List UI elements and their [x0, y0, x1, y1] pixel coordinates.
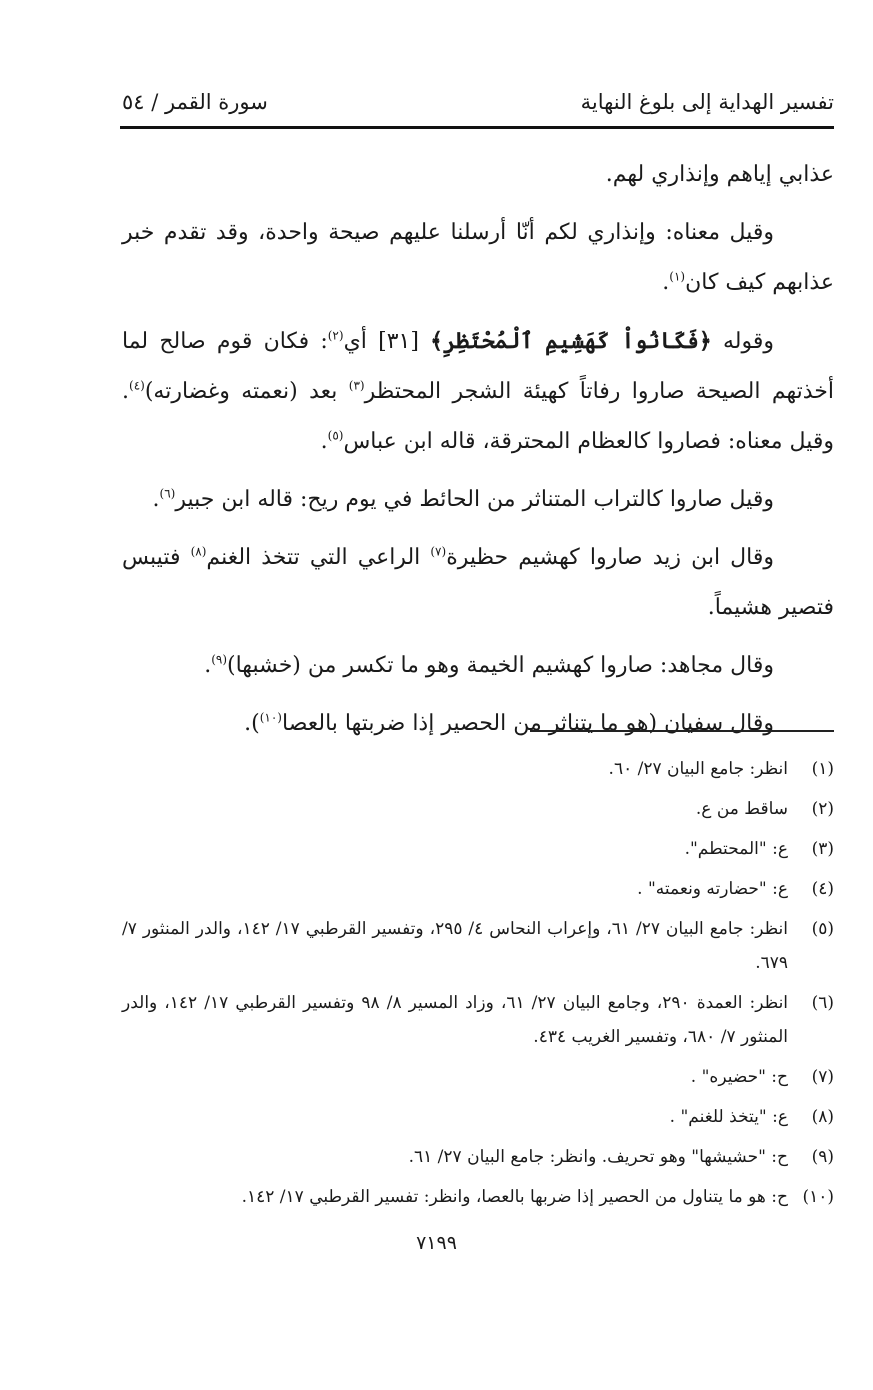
footnote: (٦) انظر: العمدة ٢٩٠، وجامع البيان ٢٧/ ٦١، وزاد المسير ٨/ ٩٨ وتفسير القرطبي ١٧/ ١٤٢، والدر المنثور ٧/ ٦٨٠، وتفسير الغريب ٤٣٤. — [122, 993, 834, 1047]
footnote: (٤) ع: "حضارته ونعمته" . — [637, 879, 834, 899]
footnote: (٣) ع: "المحتطم". — [684, 839, 834, 859]
footnote-separator — [530, 730, 834, 732]
surah-label: سورة القمر / ٥٤ — [122, 90, 268, 114]
footnote: (٥) انظر: جامع البيان ٢٧/ ٦١، وإعراب النحاس ٤/ ٢٩٥، وتفسير القرطبي ١٧/ ١٤٢، والدر المنثور ٧/ ٦٧٩. — [122, 919, 834, 973]
footnote-marker: (٩) — [211, 652, 228, 667]
paragraph: وقال ابن زيد صاروا كهشيم حظيرة$^{(٧)}$ الراعي التي تتخذ الغنم$^{(٨)}$ فتيبس فتصير هشيماً. — [122, 544, 834, 620]
footnote-marker: (١٠) — [259, 710, 282, 725]
book-title: تفسير الهداية إلى بلوغ النهاية — [580, 90, 834, 114]
footnote: (٢) ساقط من ع. — [695, 799, 834, 819]
footnote: (١) انظر: جامع البيان ٢٧/ ٦٠. — [608, 759, 834, 779]
paragraph: وقوله ﴿فَكَانُواْ كَهَشِيمِ ٱلْمُحْتَظِرِ﴾ [٣١] أي$^{(٢)}$: فكان قوم صالح لما أخذتهم الصيحة صاروا رفاتاً كهيئة الشجر المحتظر$^{(٣)}$ بعد (نعمته وغضارته)$^{(٤)}$. وقيل معناه: فصاروا كالعظام المحترقة، قاله ابن عباس$^{(٥)}$. — [122, 328, 834, 454]
footnote-marker: (٥) — [327, 428, 344, 443]
main-text — [122, 150, 834, 757]
header-rule — [120, 126, 834, 129]
footnote: (١٠) ح: هو ما يتناول من الحصير إذا ضربها بالعصا، وانظر: تفسير القرطبي ١٧/ ١٤٢. — [241, 1187, 834, 1207]
footnote-marker: (٤) — [129, 378, 145, 393]
paragraph: عذابي إياهم وإنذاري لهم. — [605, 162, 834, 187]
footnote-marker: (٧) — [430, 544, 447, 559]
page-header — [122, 82, 834, 122]
paragraph: وقيل صاروا كالتراب المتناثر من الحائط في يوم ريح: قاله ابن جبير$^{(٦)}$. — [152, 486, 774, 512]
footnote-marker: (٢) — [327, 328, 344, 343]
footnote-marker: (١) — [669, 269, 686, 284]
footnote: (٨) ع: "يتخذ للغنم" . — [669, 1107, 834, 1127]
quran-verse: ﴿فَكَانُواْ كَهَشِيمِ ٱلْمُحْتَظِرِ﴾ — [430, 328, 712, 354]
footnotes — [122, 752, 834, 1220]
footnote-marker: (٦) — [159, 486, 176, 501]
footnote-marker: (٨) — [190, 544, 207, 559]
footnote: (٩) ح: "حشيشها" وهو تحريف. وانظر: جامع البيان ٢٧/ ٦١. — [408, 1147, 834, 1167]
paragraph: وقال سفيان (هو ما يتناثر من الحصير إذا ضربتها بالعصا$^{(١٠)}$). — [244, 710, 774, 736]
page-number: ٧١٩٩ — [416, 1232, 457, 1254]
footnote-marker: (٣) — [348, 378, 365, 393]
paragraph: وقال مجاهد: صاروا كهشيم الخيمة وهو ما تكسر من (خشبها)$^{(٩)}$. — [204, 652, 774, 678]
footnote: (٧) ح: "حضيره" . — [690, 1067, 834, 1087]
paragraph: وقيل معناه: وإنذاري لكم أنّا أرسلنا عليهم صيحة واحدة، وقد تقدم خبر عذابهم كيف كان$^{(١)}$. — [122, 220, 834, 295]
